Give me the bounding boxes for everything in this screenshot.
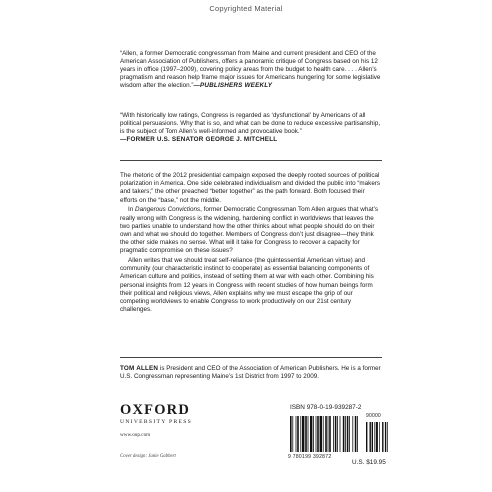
book-title-italic: Dangerous Convictions <box>135 206 201 214</box>
blurb-text: “Allen, a former Democratic congressman from Maine and current president and CEO of the American Association of Publishers, offers a panoramic critique of Congress based on his 12 years in office (1997–2009), covering policy areas from the budget to health care. . . . Allen’s pragmatism and reason help frame major issues for Americans hungering for some legislative wisdom after the election.” <box>120 50 381 90</box>
publisher-logo: OXFORD <box>120 402 191 418</box>
isbn-label: ISBN 978-0-19-939287-2 <box>290 404 362 411</box>
price-code: 90000 <box>366 413 381 419</box>
review-blurb-publishers-weekly <box>120 50 382 90</box>
barcode <box>288 416 390 458</box>
author-bio <box>120 365 382 381</box>
review-blurb-mitchell <box>120 112 382 144</box>
publisher-url: www.oup.com <box>120 432 151 438</box>
blurb-text: “With historically low ratings, Congress is regarded as ‘dysfunctional’ by Americans of all political persuasions. Why that is so, and what can be done to reduce excessive partisanship, is the subject of Tom Allen’s well-informed and provocative book.” <box>120 112 381 136</box>
blurb-attribution: —PUBLISHERS WEEKLY <box>193 82 273 90</box>
paragraph-body: , former Democratic Congressman Tom Allen argues that what’s really wrong with Congress is the widening, hardening conflict in worldviews that leaves the two parties unable to understand how the other thinks about what people should do on their own and what we should do together. Members of Congress don’t just disagree—they think the other side makes no sense. What will it take for Congress to recover a capacity for pragmatic compromise on these issues? <box>120 206 379 255</box>
author-name: TOM ALLEN <box>120 365 159 372</box>
barcode-graphic <box>288 416 390 453</box>
section-divider <box>120 160 382 161</box>
paragraph-lead: In <box>128 206 136 214</box>
section-divider <box>120 357 382 358</box>
cover-credit: Cover design: Janie Gabbert <box>120 454 176 459</box>
price: U.S. $19.95 <box>352 459 386 466</box>
copyright-notice: Copyrighted Material <box>209 4 283 13</box>
publisher-press-name: UNIVERSITY PRESS <box>120 419 193 425</box>
blurb-attribution: —FORMER U.S. SENATOR GEORGE J. MITCHELL <box>120 136 278 144</box>
description-paragraph: The rhetoric of the 2012 presidential campaign exposed the deeply rooted sources of political polarization in America. One side celebrated individualism and divided the public into “makers and takers;” the other preached “better together” as the path forward. Both focused their efforts on the “base,” not the middle. <box>120 172 381 204</box>
book-description <box>120 172 382 316</box>
description-paragraph <box>120 206 382 255</box>
barcode-digits: 9 780199 392872 <box>288 454 332 460</box>
description-paragraph: Allen writes that we should treat self-reliance (the quintessential American virtue) and community (our characteristic instinct to cooperate) as essential balancing components of American culture and politics, instead of setting them at war with each other. Combining his personal insights from 12 years in Congress with recent studies of how human beings form their political and religious views, Allen explains why we must escape the grip of our competing worldviews to enable Congress to work productively on our 21st century challenges. <box>120 257 374 314</box>
publisher-block <box>120 403 230 438</box>
author-bio-text: is President and CEO of the Association of American Publishers. He is a former U.S. Congressman representing Maine’s 1st District from 1997 to 2009. <box>120 365 381 381</box>
